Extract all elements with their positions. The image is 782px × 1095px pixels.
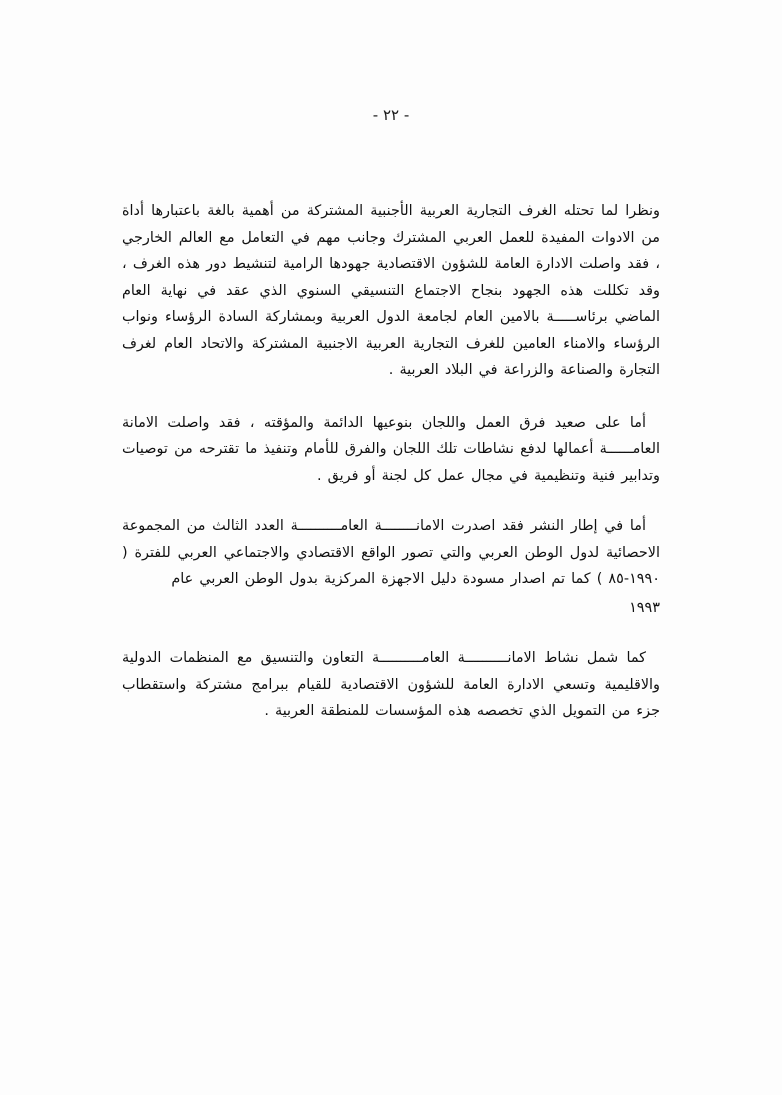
paragraph-3-text: أما في إطار النشر فقد اصدرت الامانــــــــة العامــــــــــة العدد الثالث من المجموعة الاحصائية لدول الوطن العربي والتي تصور الواقع الاقتصادي والاجتماعي العربي للفترة ( ١٩٩٠-٨٥ ) كما تم اصدار مسودة دليل الاجهزة المركزية بدول الوطن العربي عام bbox=[122, 518, 660, 587]
paragraph-3-year: ١٩٩٣ bbox=[629, 599, 660, 616]
paragraph-4 bbox=[122, 645, 660, 725]
paragraph-2 bbox=[122, 410, 660, 490]
paragraph-4-text: كما شمل نشاط الامانــــــــــة العامــــــــــة التعاون والتنسيق مع المنظمات الدولية والاقليمية وتسعي الادارة العامة للشؤون الاقتصادية للقيام ببرامج مشتركة واستقطاب جزء من التمويل الذي تخصصه هذه المؤسسات للمنطقة العربية . bbox=[122, 650, 660, 719]
page-number: - ٢٢ - bbox=[372, 106, 410, 124]
page-body bbox=[122, 198, 660, 751]
paragraph-2-text: أما على صعيد فرق العمل واللجان بنوعيها الدائمة والمؤقته ، فقد واصلت الامانة العامــــــة أعمالها لدفع نشاطات تلك اللجان والفرق للأمام وتنفيذ ما تقترحه من توصيات وتدابير فنية وتنظيمية في مجال عمل كل لجنة أو فريق . bbox=[122, 414, 660, 484]
paragraph-1-text: ونظرا لما تحتله الغرف التجارية العربية الأجنبية المشتركة من أهمية بالغة باعتبارها أداة من الادوات المفيدة للعمل العربي المشترك وجانب مهم في التعامل مع العالم الخارجي ، فقد واصلت الادارة العامة للشؤون الاقتصادية جهودها الرامية لتنشيط دور هذه الغرف ، وقد تكللت هذه الجهود بنجاح الاجتماع التنسيقي السنوي الذي عقد في نهاية العام الماضي برئاســـــة بالامين العام لجامعة الدول العربية وبمشاركة السادة الرؤساء ونواب الرؤساء والامناء العامين للغرف التجارية العربية الاجنبية المشتركة والاتحاد العام لغرف التجارة والصناعة والزراعة في البلاد العربية . bbox=[122, 203, 660, 378]
paragraph-3 bbox=[122, 513, 660, 621]
paragraph-1 bbox=[122, 198, 660, 384]
